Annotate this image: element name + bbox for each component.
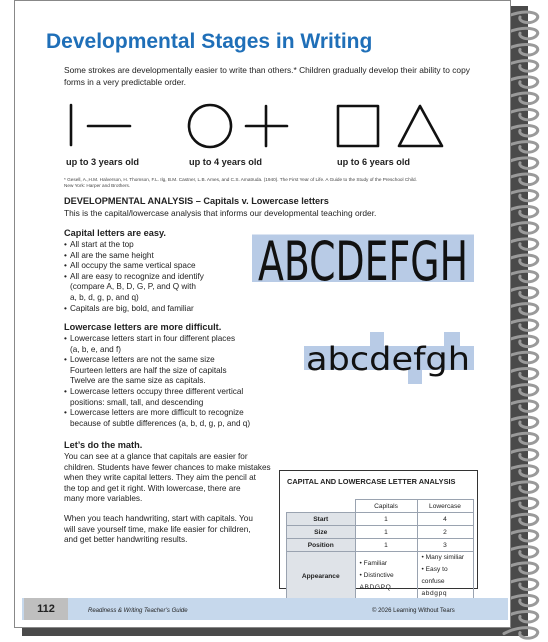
lowercase-letters-text: abcdefgh — [306, 340, 470, 378]
cell-size-capitals: 1 — [355, 526, 417, 539]
cell-appearance-lowercase: • Many similiar • Easy to confuse abdgpq — [417, 552, 473, 601]
letter-analysis-table — [286, 499, 474, 601]
closing-line: and get better handwriting results. — [64, 535, 188, 545]
col-header-capitals: Capitals — [355, 500, 417, 513]
spiral-coil — [504, 628, 538, 639]
cell-size-lowercase: 2 — [417, 526, 473, 539]
list-item: • All are the same height — [64, 250, 154, 260]
footnote — [64, 177, 464, 190]
list-item: Fourteen letters are half the size of capitals — [70, 365, 227, 375]
list-item: (a, b, e, and f) — [70, 344, 121, 354]
intro-line-1: Some strokes are developmentally easier to write than others.* Children gradually develop their ability to copy — [64, 65, 470, 75]
list-item: Twelve are the same size as capitals. — [70, 376, 206, 386]
math-heading: Let’s do the math. — [64, 440, 143, 450]
list-item: positions: small, tall, and descending — [70, 397, 204, 407]
lowercase-heading: Lowercase letters are more difficult. — [64, 322, 222, 332]
list-item: • Lowercase letters are not the same size — [64, 355, 215, 365]
list-item: • Capitals are big, bold, and familiar — [64, 303, 194, 313]
capitals-heading: Capital letters are easy. — [64, 228, 166, 238]
age-label-6: up to 6 years old — [337, 157, 411, 167]
analysis-heading: DEVELOPMENTAL ANALYSIS – Capitals v. Lowercase letters — [64, 196, 329, 206]
age-label-4: up to 4 years old — [189, 157, 263, 167]
capital-letters-text: ABCDEFGH — [258, 230, 468, 293]
cell-position-capitals: 1 — [355, 539, 417, 552]
footnote-line-1: * Gesell, A.,H.M. Halverson, H. Thomson, F.L. Ilg, B.M. Castner, L.B. Ames, and C.S. Amatruda. (1940). The First Year of Life. A Guide to the Study of the Preschool Child. — [64, 177, 417, 182]
cell-appearance-capitals: • Familiar • Distinctive ABDGPQ — [355, 552, 417, 601]
list-item: because of subtle differences (a, b, d, g, p, and q) — [70, 418, 251, 428]
list-item: • All are easy to recognize and identify — [64, 271, 204, 281]
list-item: • Lowercase letters occupy three different vertical — [64, 386, 244, 396]
row-label-size: Size — [287, 526, 356, 539]
stroke-shapes — [0, 0, 548, 170]
math-paragraph — [64, 452, 271, 505]
cell-start-capitals: 1 — [355, 513, 417, 526]
row-label-appearance: Appearance — [287, 552, 356, 601]
list-item: • Lowercase letters are more difficult to recognize — [64, 408, 244, 418]
cell-position-lowercase: 3 — [417, 539, 473, 552]
list-item: • Lowercase letters start in four different places — [64, 334, 236, 343]
letter-analysis-table-box — [279, 470, 478, 597]
closing-line: When you teach handwriting, start with capitals. You — [64, 514, 253, 523]
list-item: • All start at the top — [64, 240, 134, 249]
circle-shape — [189, 105, 231, 147]
cell-start-lowercase: 4 — [417, 513, 473, 526]
list-item: (compare A, B, D, G, P, and Q with — [70, 282, 196, 292]
col-header-lowercase: Lowercase — [417, 500, 473, 513]
copyright: © 2026 Learning Without Tears — [372, 608, 455, 614]
triangle-shape — [399, 106, 442, 146]
math-line: many more variables. — [64, 494, 143, 504]
closing-paragraph — [64, 514, 253, 546]
math-line: the top and get it right. With lowercase, there are — [64, 483, 241, 493]
list-item: a, b, d, g, p, and q) — [70, 292, 139, 302]
footnote-line-2: New York: Harper and Brothers. — [64, 183, 131, 189]
page-number: 112 — [24, 598, 68, 620]
math-line: when they write capital letters. They aim the pencil at — [64, 473, 256, 483]
row-label-position: Position — [287, 539, 356, 552]
analysis-subtitle: This is the capital/lowercase analysis that informs our developmental teaching order. — [64, 208, 377, 218]
math-line: You can see at a glance that capitals are easier for — [64, 452, 248, 461]
age-label-3: up to 3 years old — [66, 157, 140, 167]
table-title: CAPITAL AND LOWERCASE LETTER ANALYSIS — [287, 477, 456, 486]
page-title: Developmental Stages in Writing — [46, 30, 373, 53]
capitals-list — [64, 240, 204, 314]
lowercase-letters-sample — [296, 330, 476, 407]
intro-line-2: forms in a very predictable order. — [64, 77, 186, 87]
square-shape — [338, 106, 378, 146]
book-title: Readiness & Writing Teacher’s Guide — [88, 608, 188, 614]
list-item: • All occupy the same vertical space — [64, 261, 196, 271]
lowercase-list — [64, 334, 250, 429]
capital-letters-sample — [236, 230, 476, 299]
closing-line: will save yourself time, make life easier for children, — [64, 524, 251, 534]
math-line: children. Students have fewer chances to make mistakes — [64, 462, 271, 472]
row-label-start: Start — [287, 513, 356, 526]
table-corner — [287, 500, 356, 513]
